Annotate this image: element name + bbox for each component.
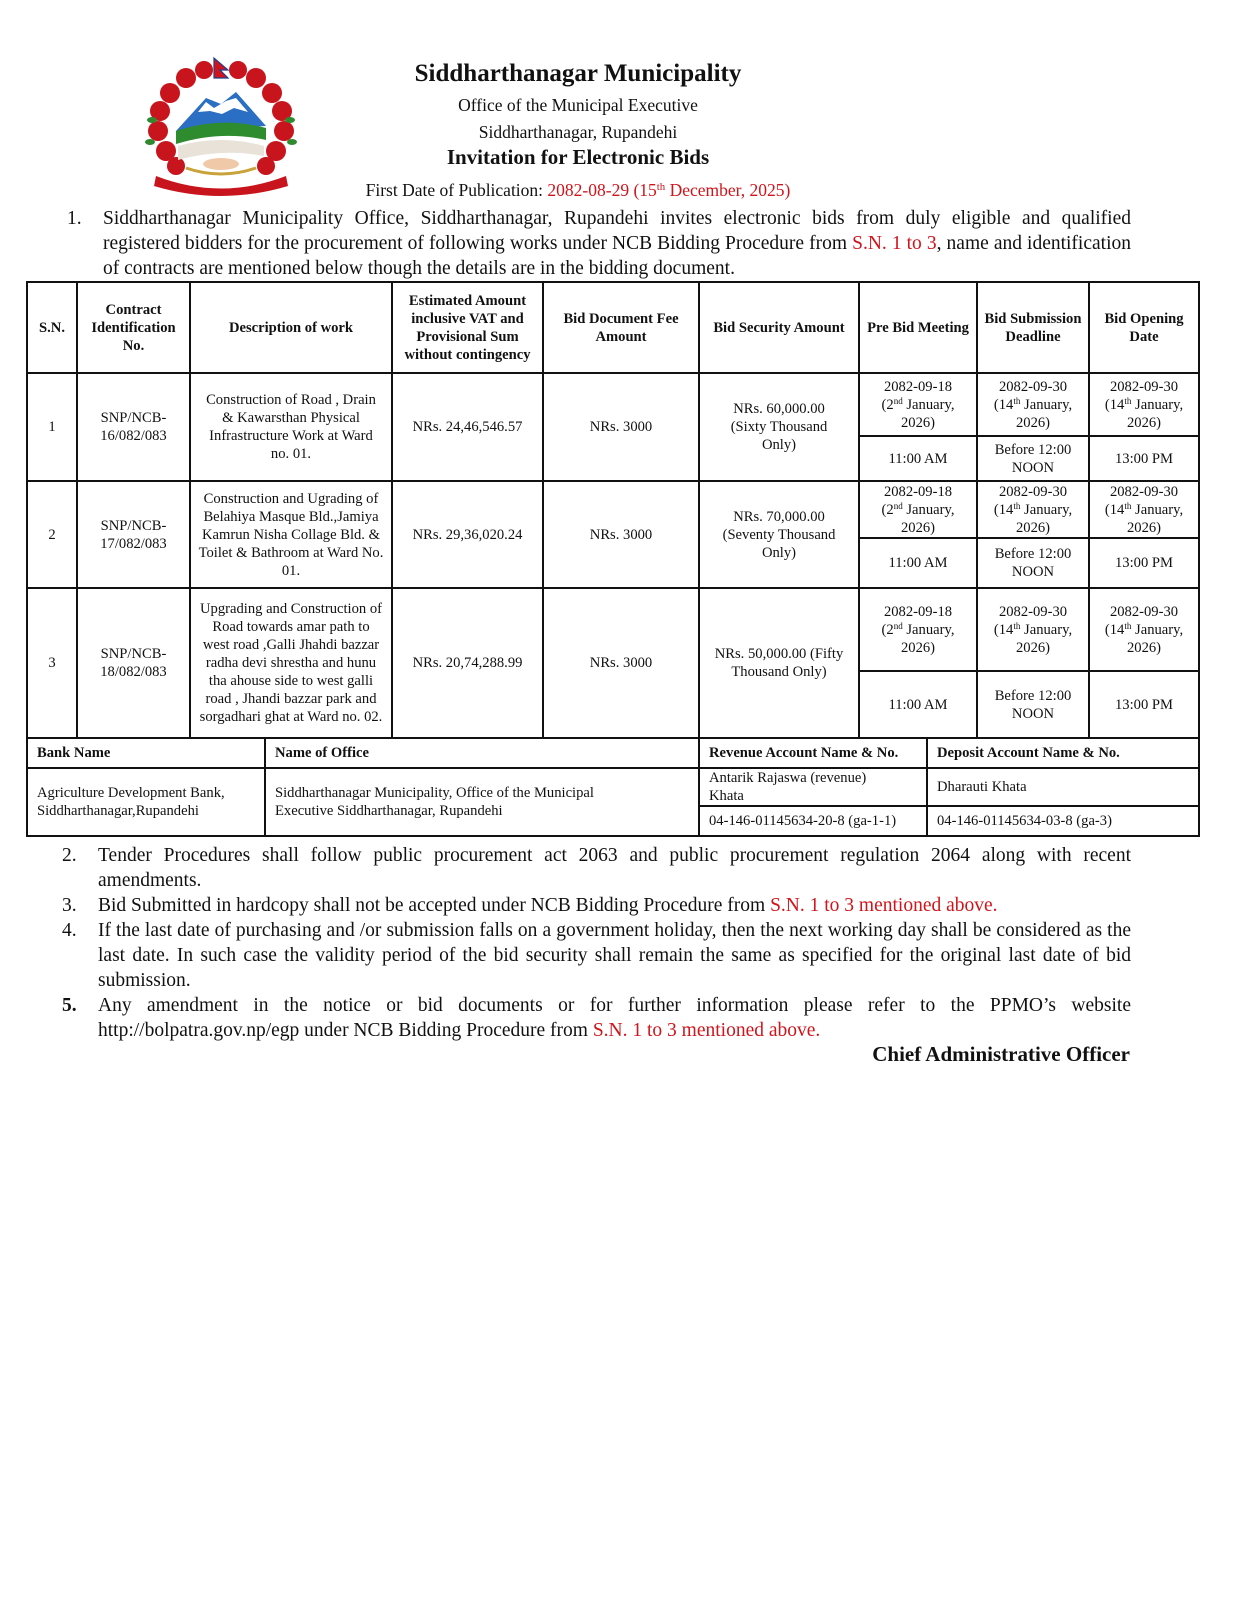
bank-header-revenue: Revenue Account Name & No. <box>709 745 899 761</box>
header-contract-id: Contract Identification No. <box>91 301 176 354</box>
revenue-account-name: Antarik Rajaswa (revenue) Khata <box>709 770 867 804</box>
table-divider <box>858 281 860 738</box>
header-estimated-amount: Estimated Amount inclusive VAT and Provisional Sum without contingency <box>404 292 531 363</box>
table-border <box>27 281 1200 283</box>
row-2-opening-time: 13:00 PM <box>1115 555 1173 571</box>
bank-header-office: Name of Office <box>275 745 370 761</box>
row-2-submission-time: Before 12:00 NOON <box>994 546 1072 580</box>
note-item: 4. If the last date of purchasing and /or submission falls on a government holiday, then the next working day shall be considered as the last date. In such case the validity period of the bid security shall remain the same as specified for the original last date of bid submission. <box>62 920 1131 991</box>
row-3-contract-id: SNP/NCB-18/082/083 <box>100 646 167 680</box>
row-3-sn: 3 <box>48 655 56 671</box>
publication-date-value: 2082-08-29 (15th December, 2025) <box>547 180 791 200</box>
table-divider <box>27 587 1200 589</box>
header-bid-security: Bid Security Amount <box>713 319 845 336</box>
row-1-submission-date: 2082-09-30 (14th January, 2026) <box>993 378 1073 431</box>
row-3-opening-date: 2082-09-30 (14th January, 2026) <box>1104 603 1184 656</box>
table-divider <box>859 435 1200 437</box>
row-3-submission-date: 2082-09-30 (14th January, 2026) <box>993 603 1073 656</box>
table-divider <box>27 372 1200 374</box>
office-name: Office of the Municipal Executive <box>458 95 698 115</box>
table-divider <box>264 737 266 837</box>
bank-name: Agriculture Development Bank, Siddharthanagar,Rupandehi <box>37 785 225 819</box>
deposit-account-name: Dharauti Khata <box>937 779 1027 795</box>
header-opening: Bid Opening Date <box>1104 310 1184 345</box>
row-3-estimated: NRs. 20,74,288.99 <box>412 655 523 671</box>
row-2-estimated: NRs. 29,36,020.24 <box>412 526 523 543</box>
header-submission: Bid Submission Deadline <box>984 310 1082 345</box>
row-1-prebid-time: 11:00 AM <box>888 450 948 467</box>
table-divider <box>859 537 1200 539</box>
table-divider <box>189 281 191 738</box>
table-divider <box>1088 281 1090 738</box>
row-1-security: NRs. 60,000.00 (Sixty Thousand Only) <box>730 401 828 453</box>
table-border <box>26 281 28 837</box>
row-1-sn: 1 <box>48 419 56 435</box>
table-divider <box>27 767 1200 769</box>
row-3-description: Upgrading and Construction of Road towards amar path to west road ,Galli Jhahdi bazzar radha devi shrestha and hunu tha ahouse side to west galli road , Jhandi bazzar park and sorgadhari ghat at Ward no. 02. <box>199 601 383 725</box>
table-divider <box>859 670 1200 672</box>
header-doc-fee: Bid Document Fee Amount <box>563 310 679 345</box>
row-3-opening-time: 13:00 PM <box>1115 696 1173 713</box>
row-2-security: NRs. 70,000.00 (Seventy Thousand Only) <box>722 508 836 561</box>
office-name-cell: Siddharthanagar Municipality, Office of the Municipal Executive Siddharthanagar, Rupandehi <box>275 785 594 819</box>
notice-title: Invitation for Electronic Bids <box>446 145 710 169</box>
row-2-description: Construction and Ugrading of Belahiya Masque Bld.,Jamiya Kamrun Nisha Collage Bld. & Toilet & Bathroom at Ward No. 01. <box>198 490 384 579</box>
revenue-account-number: 04-146-01145634-20-8 (ga-1-1) <box>709 813 897 829</box>
row-3-submission-time: Before 12:00 NOON <box>994 687 1072 722</box>
row-3-prebid-time: 11:00 AM <box>888 696 948 713</box>
header-prebid: Pre Bid Meeting <box>867 319 969 336</box>
header-description: Description of work <box>228 319 354 336</box>
municipality-title: Siddharthanagar Municipality <box>414 60 742 87</box>
row-2-contract-id: SNP/NCB-17/082/083 <box>100 517 167 552</box>
deposit-account-number: 04-146-01145634-03-8 (ga-3) <box>937 813 1112 829</box>
row-1-contract-id: SNP/NCB-16/082/083 <box>100 410 167 444</box>
table-divider <box>926 737 928 837</box>
table-divider <box>76 281 78 738</box>
table-divider <box>699 805 1200 807</box>
office-address: Siddharthanagar, Rupandehi <box>478 122 678 142</box>
row-1-description: Construction of Road , Drain & Kawarsthan Physical Infrastructure Work at Ward no. 01. <box>206 392 376 462</box>
row-1-submission-time: Before 12:00 NOON <box>994 441 1072 476</box>
table-divider <box>27 480 1200 482</box>
row-1-prebid-date: 2082-09-18 (2nd January, 2026) <box>881 378 955 431</box>
table-divider <box>698 281 700 837</box>
row-1-estimated: NRs. 24,46,546.57 <box>412 419 523 435</box>
row-2-doc-fee: NRs. 3000 <box>589 526 653 543</box>
row-1-opening-time: 13:00 PM <box>1115 450 1173 467</box>
row-1-opening-date: 2082-09-30 (14th January, 2026) <box>1104 378 1184 431</box>
row-2-submission-date: 2082-09-30 (14th January, 2026) <box>993 483 1073 536</box>
row-2-prebid-time: 11:00 AM <box>888 555 948 571</box>
row-2-sn: 2 <box>48 526 56 543</box>
paragraph-text: Siddharthanagar Municipality Office, Siddharthanagar, Rupandehi invites electronic bids from duly eligible and qualified registered bidders for the procurement of following works under NCB Bidding Procedure from S.N. 1 to 3, name and identification of contracts are mentioned below though the details are in the bidding document. <box>103 208 1131 279</box>
table-divider <box>27 737 1200 739</box>
bank-header-bank-name: Bank Name <box>37 745 111 761</box>
table-divider <box>976 281 978 738</box>
header-sn: S.N. <box>39 319 65 336</box>
row-2-prebid-date: 2082-09-18 (2nd January, 2026) <box>881 483 955 536</box>
bank-header-deposit: Deposit Account Name & No. <box>937 745 1120 761</box>
table-border <box>27 835 1200 837</box>
row-2-opening-date: 2082-09-30 (14th January, 2026) <box>1104 483 1184 536</box>
note-item: 5. Any amendment in the notice or bid documents or for further information please refer to the PPMO’s website http://bolpatra.gov.np/egp under NCB Bidding Procedure from S.N. 1 to 3 mentioned above. <box>62 995 1131 1041</box>
paragraph-number: 1. <box>67 208 82 229</box>
row-1-doc-fee: NRs. 3000 <box>589 419 653 435</box>
table-border <box>1198 281 1200 837</box>
row-3-security: NRs. 50,000.00 (Fifty Thousand Only) <box>714 646 844 680</box>
table-divider <box>391 281 393 738</box>
note-item: 3. Bid Submitted in hardcopy shall not be accepted under NCB Bidding Procedure from S.N. 1 to 3 mentioned above. <box>62 895 998 916</box>
row-3-doc-fee: NRs. 3000 <box>589 655 653 671</box>
table-divider <box>542 281 544 738</box>
row-3-prebid-date: 2082-09-18 (2nd January, 2026) <box>881 603 955 656</box>
notes-list <box>0 843 1236 1043</box>
note-item: 2. Tender Procedures shall follow public procurement act 2063 and public procurement regulation 2064 along with recent amendments. <box>62 845 1131 891</box>
signature-title: Chief Administrative Officer <box>872 1042 1130 1066</box>
publication-label: First Date of Publication: <box>365 180 548 200</box>
